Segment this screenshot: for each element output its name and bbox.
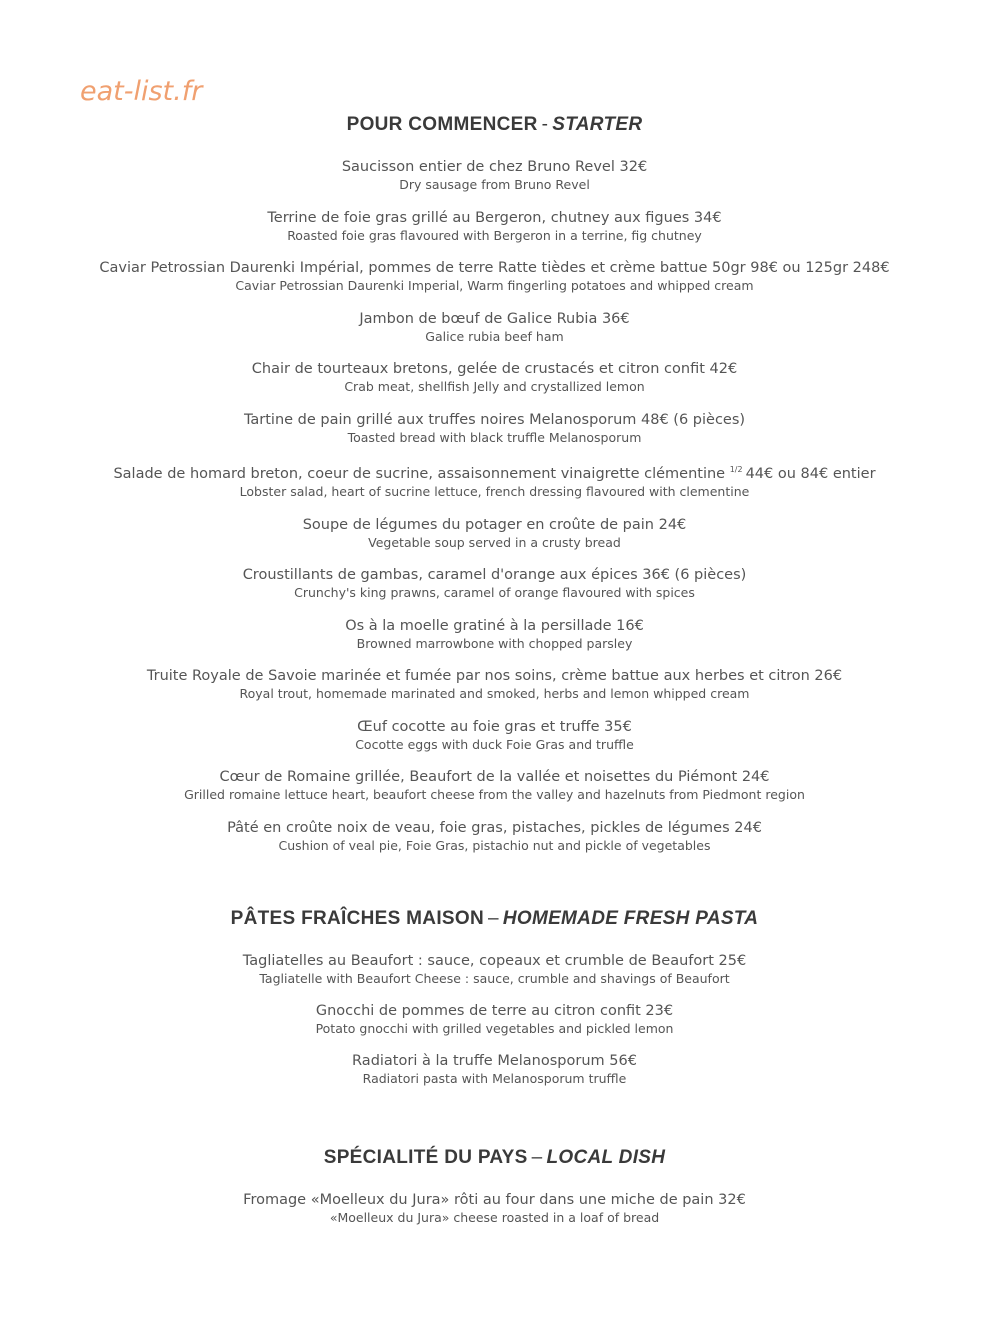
menu-item-en: Crunchy's king prawns, caramel of orange flavoured with spices — [294, 585, 695, 600]
menu-item-en: Crab meat, shellfish Jelly and crystallized lemon — [344, 379, 645, 394]
menu-item — [0, 718, 989, 753]
menu-item-fr: Soupe de légumes du potager en croûte de pain 24€ — [302, 516, 687, 533]
menu-item-fr: Saucisson entier de chez Bruno Revel 32€ — [341, 159, 648, 175]
menu-item-en: «Moelleux du Jura» cheese roasted in a loaf of bread — [329, 1210, 660, 1225]
menu-item-en: Tagliatelle with Beaufort Cheese : sauce, crumble and shavings of Beaufort — [259, 971, 730, 986]
half-portion-label: 1/2 — [729, 465, 743, 474]
menu-item-fr — [0, 461, 989, 483]
menu-item-en: Potato gnocchi with grilled vegetables and pickled lemon — [315, 1021, 674, 1036]
menu-item-fr: Radiatori à la truffe Melanosporum 56€ — [352, 1053, 637, 1069]
menu-item — [0, 667, 989, 702]
menu-item — [0, 310, 989, 345]
section-title-starter — [0, 114, 989, 136]
menu-item-fr: Os à la moelle gratiné à la persillade 16€ — [345, 617, 644, 634]
menu-item-fr: Truite Royale de Savoie marinée et fumée par nos soins, crème battue aux herbes et citron 26€ — [146, 668, 843, 684]
menu-item-en: Cushion of veal pie, Foie Gras, pistachio nut and pickle of vegetables — [278, 837, 711, 853]
section-title-separator: – — [531, 1147, 543, 1168]
section-title-fr: POUR COMMENCER — [346, 114, 538, 135]
menu-item — [0, 768, 989, 803]
menu-item — [0, 1002, 989, 1037]
section-pasta — [0, 908, 989, 1102]
section-local-dish — [0, 1147, 989, 1241]
section-title-pasta — [0, 908, 989, 930]
menu-item — [0, 259, 989, 294]
section-title-local-dish — [0, 1147, 989, 1169]
menu-item-en: Dry sausage from Bruno Revel — [399, 177, 590, 192]
menu-item-fr: Croustillants de gambas, caramel d'orange aux épices 36€ (6 pièces) — [242, 567, 747, 583]
menu-item-en: Vegetable soup served in a crusty bread — [368, 534, 621, 550]
menu-item-fr-price: 44€ ou 84€ entier — [745, 466, 876, 482]
menu-item-fr: Terrine de foie gras grillé au Bergeron, chutney aux figues 34€ — [267, 209, 722, 226]
menu-item-en: Royal trout, homemade marinated and smoked, herbs and lemon whipped cream — [239, 686, 750, 701]
section-title-fr: SPÉCIALITÉ DU PAYS — [323, 1147, 528, 1168]
menu-item-fr-main: Salade de homard breton, coeur de sucrine, assaisonnement vinaigrette clémentine — [113, 466, 726, 482]
section-title-separator: - — [541, 114, 549, 135]
menu-item — [0, 1191, 989, 1226]
menu-item — [0, 209, 989, 244]
menu-item-en: Browned marrowbone with chopped parsley — [356, 635, 633, 651]
menu-item — [0, 566, 989, 601]
menu-item — [0, 360, 989, 395]
section-starter — [0, 114, 989, 869]
menu-item-fr: Chair de tourteaux bretons, gelée de crustacés et citron confit 42€ — [251, 361, 738, 377]
menu-item-fr: Pâté en croûte noix de veau, foie gras, pistaches, pickles de légumes 24€ — [227, 819, 762, 836]
section-title-en: LOCAL DISH — [546, 1147, 666, 1168]
menu-item — [0, 819, 989, 854]
menu-item-en: Roasted foie gras flavoured with Bergeron in a terrine, fig chutney — [287, 227, 702, 243]
menu-item-en: Toasted bread with black truffle Melanosporum — [347, 429, 642, 445]
menu-item — [0, 516, 989, 551]
menu-item-fr: Tartine de pain grillé aux truffes noires Melanosporum 48€ (6 pièces) — [243, 411, 746, 428]
menu-item-en: Radiatori pasta with Melanosporum truffle — [362, 1071, 627, 1086]
menu-item-en: Grilled romaine lettuce heart, beaufort cheese from the valley and hazelnuts from Piedmont region — [184, 787, 805, 802]
menu-item-en: Caviar Petrossian Daurenki Imperial, Warm fingerling potatoes and whipped cream — [235, 278, 754, 293]
menu-item — [0, 461, 989, 500]
menu-item-en: Cocotte eggs with duck Foie Gras and truffle — [355, 736, 634, 752]
menu-item-fr: Fromage «Moelleux du Jura» rôti au four dans une miche de pain 32€ — [243, 1192, 746, 1208]
section-title-fr: PÂTES FRAÎCHES MAISON — [230, 908, 484, 929]
menu-item-en: Galice rubia beef ham — [425, 328, 564, 344]
menu-item — [0, 952, 989, 987]
menu-item — [0, 617, 989, 652]
section-title-separator: – — [487, 908, 499, 929]
menu-item-fr: Œuf cocotte au foie gras et truffe 35€ — [357, 718, 632, 735]
menu-item — [0, 1052, 989, 1087]
menu-item-fr: Tagliatelles au Beaufort : sauce, copeaux et crumble de Beaufort 25€ — [242, 953, 747, 969]
section-title-en: STARTER — [552, 114, 643, 135]
menu-item-fr: Jambon de bœuf de Galice Rubia 36€ — [359, 310, 630, 327]
menu-item-fr: Caviar Petrossian Daurenki Impérial, pommes de terre Ratte tièdes et crème battue 50gr 98€ ou 125gr 248€ — [99, 260, 890, 276]
section-title-en: HOMEMADE FRESH PASTA — [502, 908, 759, 929]
menu-item-fr: Cœur de Romaine grillée, Beaufort de la vallée et noisettes du Piémont 24€ — [219, 769, 770, 785]
menu-item-en: Lobster salad, heart of sucrine lettuce, french dressing flavoured with clementine — [239, 484, 750, 499]
watermark-logo: eat-list.fr — [80, 76, 203, 107]
menu-item — [0, 158, 989, 193]
menu-item — [0, 411, 989, 446]
menu-item-fr: Gnocchi de pommes de terre au citron confit 23€ — [315, 1003, 674, 1019]
